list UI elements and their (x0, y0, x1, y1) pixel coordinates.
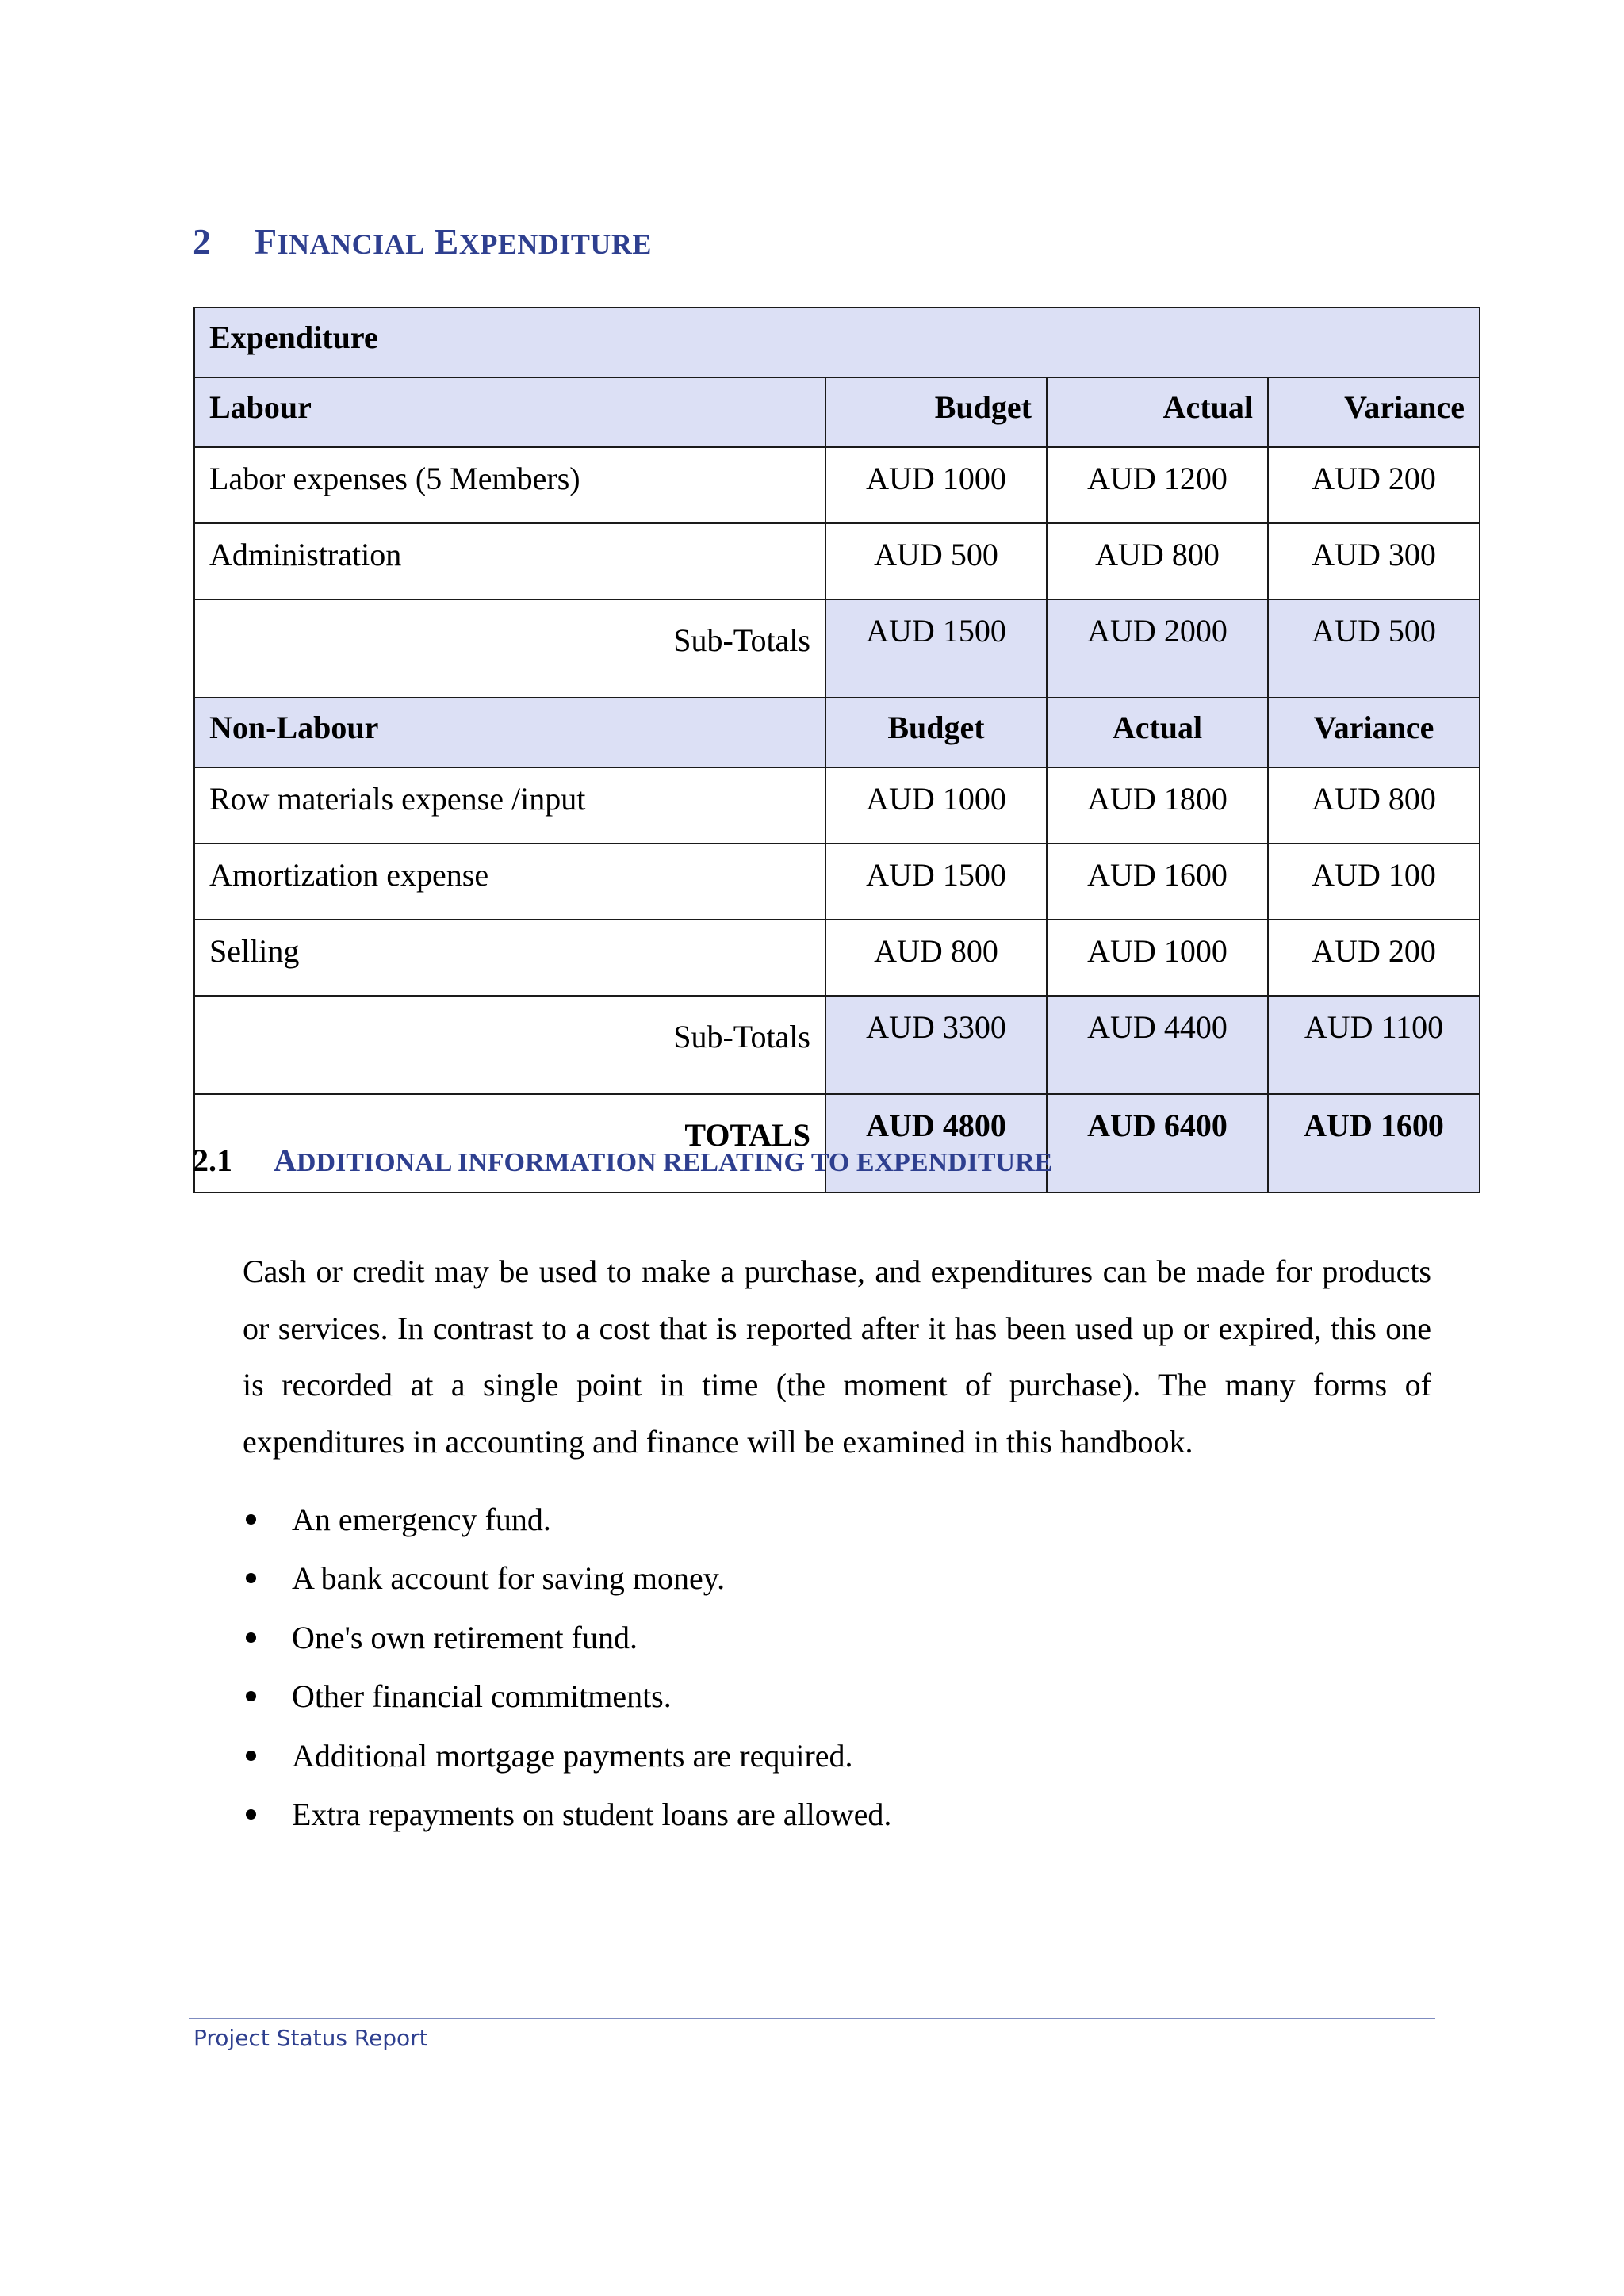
table-cell: Amortization expense (194, 844, 825, 920)
table-cell: AUD 500 (1268, 599, 1480, 698)
header-cell: Budget (825, 698, 1047, 767)
table-header-row (194, 698, 1480, 767)
table-cell: AUD 200 (1268, 920, 1480, 996)
table-cell: AUD 1800 (1047, 767, 1268, 844)
subtotal-row (194, 599, 1480, 698)
table-cell: AUD 1500 (825, 844, 1047, 920)
table-cell: AUD 2000 (1047, 599, 1268, 698)
subsection-heading (193, 1142, 1052, 1179)
heading-letter: F (255, 221, 278, 262)
list-item (243, 1609, 891, 1667)
table-cell: AUD 3300 (825, 996, 1047, 1094)
list-item-text: Extra repayments on student loans are allowed. (292, 1796, 892, 1832)
table-cell: AUD 1000 (825, 767, 1047, 844)
list-item (243, 1490, 891, 1549)
footer-text: Project Status Report (193, 2025, 428, 2051)
bullet-icon (246, 1751, 256, 1761)
heading-letter: E (434, 221, 459, 262)
table-row (194, 523, 1480, 599)
section-number: 2 (193, 221, 212, 262)
expenditure-table (193, 307, 1480, 1193)
list-item-text: Additional mortgage payments are required. (292, 1737, 853, 1774)
heading-word: DDITIONAL INFORMATION RELATING TO EXPENDITURE (296, 1148, 1053, 1177)
table-cell: Administration (194, 523, 825, 599)
list-item (243, 1549, 891, 1608)
bullet-icon (246, 1514, 256, 1525)
header-cell: Variance (1268, 698, 1480, 767)
bullet-icon (246, 1691, 256, 1701)
table-cell: Labor expenses (5 Members) (194, 447, 825, 523)
table-row (194, 447, 1480, 523)
header-cell: Labour (194, 377, 825, 447)
table-header-row (194, 377, 1480, 447)
table-cell: AUD 1200 (1047, 447, 1268, 523)
subtotal-label: Sub-Totals (194, 599, 825, 698)
subtotal-label: Sub-Totals (194, 996, 825, 1094)
table-cell: AUD 500 (825, 523, 1047, 599)
table-cell: Row materials expense /input (194, 767, 825, 844)
bullet-icon (246, 1632, 256, 1643)
list-item-text: A bank account for saving money. (292, 1560, 726, 1597)
list-item (243, 1667, 891, 1726)
table-cell: AUD 800 (1047, 523, 1268, 599)
body-paragraph: Cash or credit may be used to make a purchase, and expenditures can be made for products or services. In contrast to a cost that is reported after it has been used up or expired, this one is recorded at a single point in time (the moment of purchase). The many forms of expenditures in accounting and finance will be examined in this handbook. (243, 1253, 1431, 1460)
bullet-list (243, 1490, 891, 1844)
header-cell: Non-Labour (194, 698, 825, 767)
heading-letter: A (274, 1142, 297, 1178)
list-item (243, 1727, 891, 1785)
table-cell: AUD 1600 (1268, 1094, 1480, 1192)
heading-word: XPENDITURE (458, 228, 652, 260)
table-cell: AUD 1600 (1047, 844, 1268, 920)
table-cell: AUD 200 (1268, 447, 1480, 523)
table-cell: AUD 300 (1268, 523, 1480, 599)
subtotal-row (194, 996, 1480, 1094)
section-heading (193, 220, 652, 262)
table-row (194, 920, 1480, 996)
header-cell: Budget (825, 377, 1047, 447)
table-cell: AUD 6400 (1047, 1094, 1268, 1192)
footer-divider (189, 2018, 1435, 2019)
table-title: Expenditure (194, 308, 1480, 377)
totals-label: TOTALS (194, 1094, 825, 1192)
bullet-icon (246, 1809, 256, 1820)
table-cell: AUD 1000 (1047, 920, 1268, 996)
table-title-row (194, 308, 1480, 377)
header-cell: Actual (1047, 377, 1268, 447)
table-cell: AUD 800 (825, 920, 1047, 996)
table-cell: AUD 100 (1268, 844, 1480, 920)
table-cell: AUD 1100 (1268, 996, 1480, 1094)
bullet-icon (246, 1573, 256, 1583)
table-cell: AUD 800 (1268, 767, 1480, 844)
table-row (194, 767, 1480, 844)
table-cell: AUD 1500 (825, 599, 1047, 698)
list-item-text: An emergency fund. (292, 1502, 551, 1537)
list-item-text: Other financial commitments. (292, 1678, 672, 1715)
list-item-text: One's own retirement fund. (292, 1619, 638, 1655)
header-cell: Actual (1047, 698, 1268, 767)
list-item (243, 1785, 891, 1844)
subsection-number: 2.1 (193, 1142, 232, 1178)
heading-word: INANCIAL (277, 228, 425, 260)
table-cell: AUD 1000 (825, 447, 1047, 523)
table-cell: AUD 4800 (825, 1094, 1047, 1192)
header-cell: Variance (1268, 377, 1480, 447)
table-row (194, 844, 1480, 920)
table-cell: Selling (194, 920, 825, 996)
table-cell: AUD 4400 (1047, 996, 1268, 1094)
